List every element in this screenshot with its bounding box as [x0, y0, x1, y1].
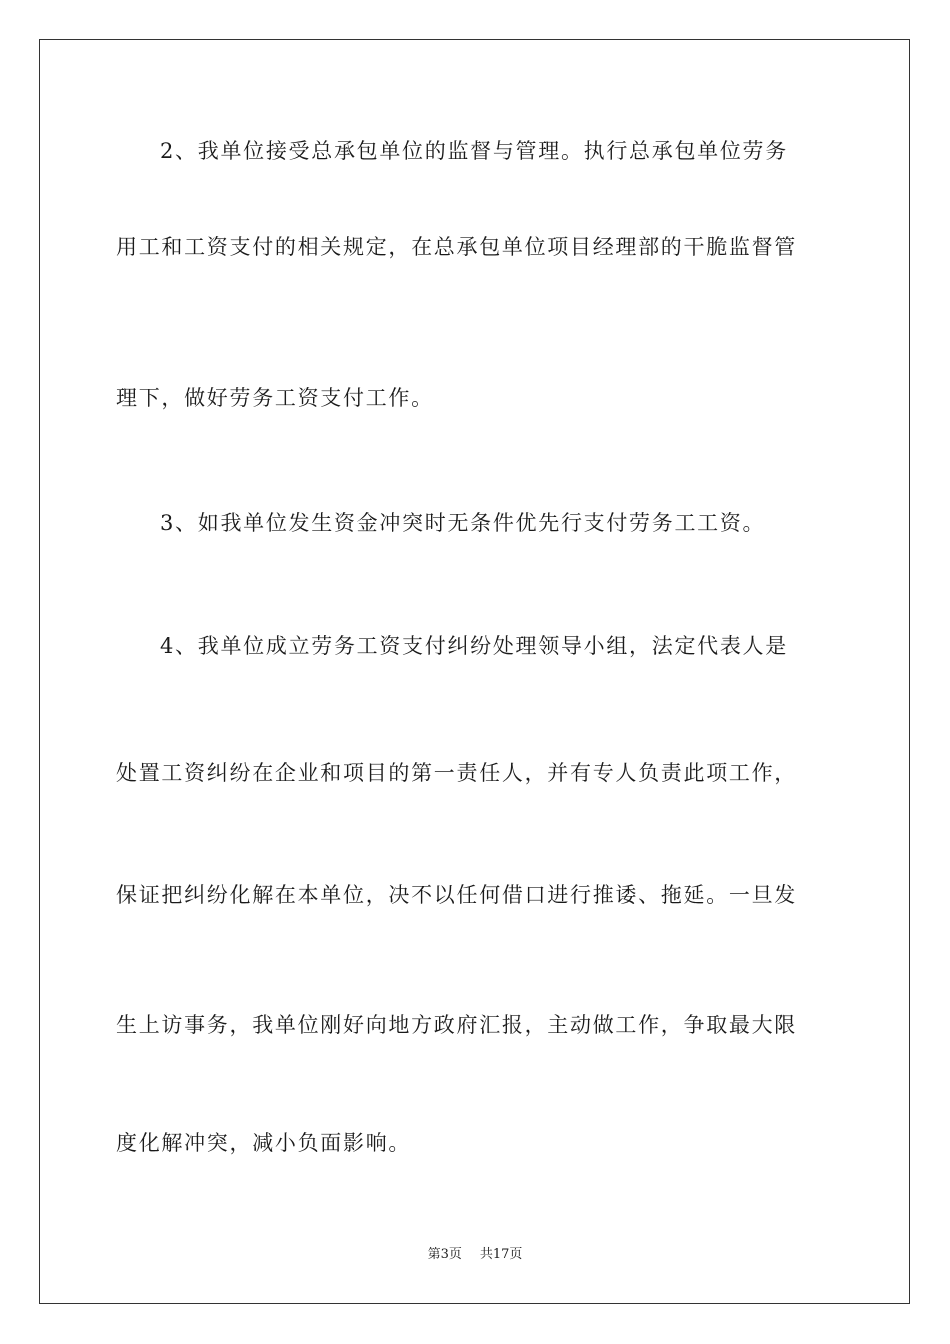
page-footer — [0, 1246, 950, 1264]
page-border — [39, 39, 910, 1304]
paragraph-3-line-1: 3、如我单位发生资金冲突时无条件优先行支付劳务工工资。 — [160, 511, 766, 535]
paragraph-2-line-1: 2、我单位接受总承包单位的监督与管理。执行总承包单位劳务 — [160, 139, 788, 163]
paragraph-4-line-1: 4、我单位成立劳务工资支付纠纷处理领导小组，法定代表人是 — [160, 634, 788, 658]
paragraph-2-line-2: 用工和工资支付的相关规定，在总承包单位项目经理部的干脆监督管 — [116, 235, 797, 259]
paragraph-2-line-3: 理下，做好劳务工资支付工作。 — [116, 386, 434, 410]
page-number: 第3页 — [427, 1247, 462, 1262]
paragraph-4-line-5: 度化解冲突，减小负面影响。 — [116, 1131, 412, 1155]
paragraph-4-line-4: 生上访事务，我单位刚好向地方政府汇报，主动做工作，争取最大限 — [116, 1013, 797, 1037]
paragraph-4-line-2: 处置工资纠纷在企业和项目的第一责任人，并有专人负责此项工作， — [116, 761, 797, 785]
paragraph-4-line-3: 保证把纠纷化解在本单位，决不以任何借口进行推诿、拖延。一旦发 — [116, 883, 797, 907]
page-total: 共17页 — [479, 1247, 523, 1262]
